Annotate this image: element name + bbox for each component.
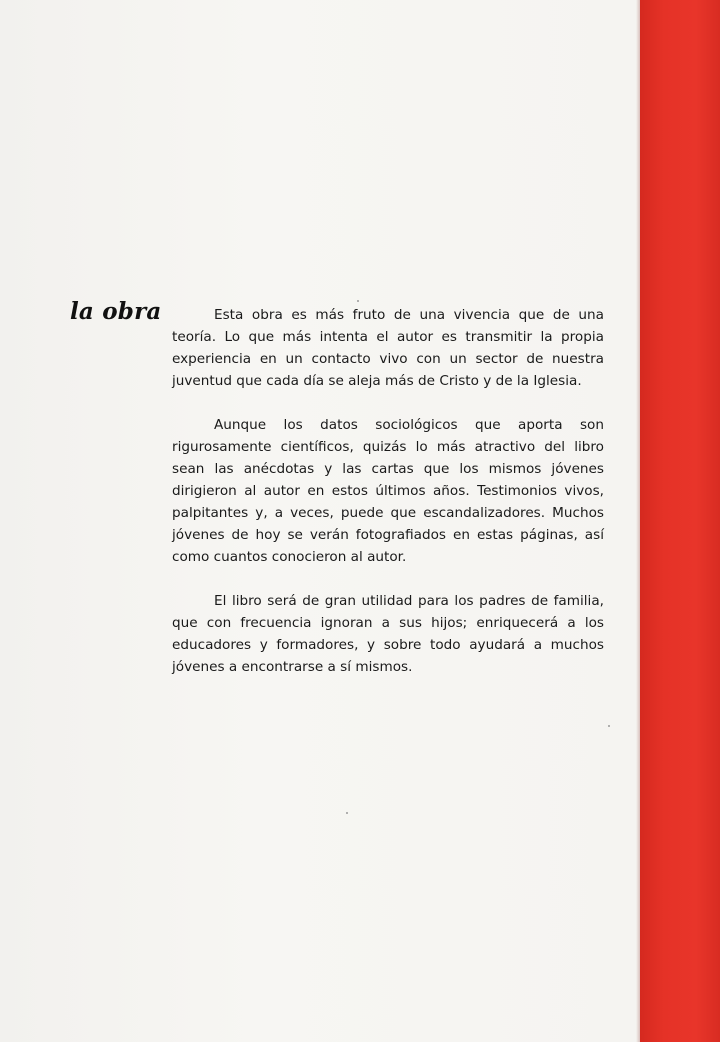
paragraph-1: Esta obra es más fruto de una vivencia que de una teoría. Lo que más intenta el autor es transmitir la propia experiencia en un contacto vivo con un sector de nuestra juventud que cada día se aleja más de Cristo y de la Iglesia. [172, 307, 604, 389]
paragraph-2: Aunque los datos sociológicos que aporta son rigurosamente científicos, quizás lo más atractivo del libro sean las anécdotas y las cartas que los mismos jóvenes dirigieron al autor en estos últimos años. Testimonios vivos, palpitantes y, a veces, puede que escandalizadores. Muchos jóvenes de hoy se verán fotografiados en estas páginas, así como cuantos conocieron al autor. [172, 417, 604, 565]
paper-speck [357, 300, 359, 302]
section-label: la obra [70, 298, 162, 325]
body-text [172, 304, 604, 700]
paper-speck [346, 812, 348, 814]
paper-speck [608, 725, 610, 727]
paragraph-3: El libro será de gran utilidad para los padres de familia, que con frecuencia ignoran a sus hijos; enriquecerá a los educadores y formadores, y sobre todo ayudará a muchos jóvenes a encontrarse a sí mismos. [172, 593, 604, 675]
red-spine-band [640, 0, 720, 1042]
